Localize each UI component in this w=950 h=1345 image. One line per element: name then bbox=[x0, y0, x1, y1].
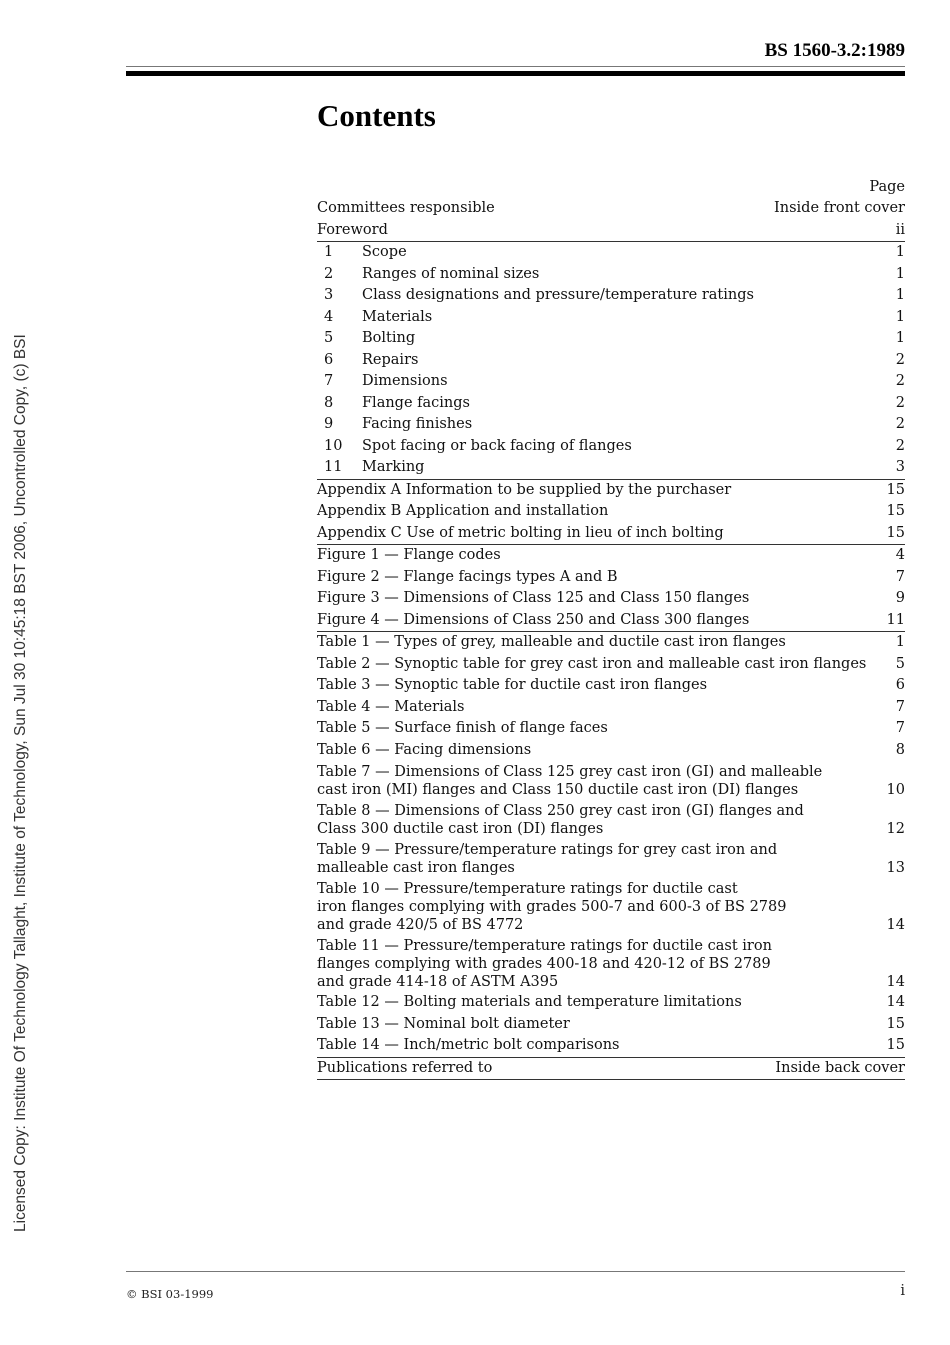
clause-number: 1 bbox=[324, 244, 334, 260]
toc-entry-table-5[interactable] bbox=[317, 718, 905, 740]
toc-entry-page: 8 bbox=[895, 741, 905, 758]
toc-entry-text: Class designations and pressure/temperature ratings bbox=[362, 287, 754, 303]
clause-number: 6 bbox=[324, 351, 334, 368]
toc-entry-table-7[interactable] bbox=[317, 761, 905, 800]
toc-entry-appendix-c[interactable] bbox=[317, 523, 905, 545]
toc-entry-text: Ranges of nominal sizes bbox=[362, 265, 540, 282]
clause-number: 7 bbox=[324, 373, 334, 389]
toc-entry-page: Inside back cover bbox=[775, 1059, 905, 1076]
toc-entry-table-6[interactable] bbox=[317, 740, 905, 762]
toc-entry-text: Figure 1 — Flange codes bbox=[317, 547, 501, 563]
toc-entry-text: Table 8 — Dimensions of Class 250 grey cast iron (GI) flanges and Class 300 ductile cast iron (DI) flanges bbox=[317, 803, 804, 837]
toc-entry-page: 1 bbox=[895, 287, 905, 303]
toc-entry-page: 9 bbox=[895, 590, 905, 606]
toc-entry-text: Table 10 — Pressure/temperature ratings for ductile cast iron flanges complying with grades 500-7 and 600-3 of BS 2789 and grade 420/5 of BS 4772 bbox=[317, 881, 787, 933]
toc-entry-text: Committees responsible bbox=[317, 200, 495, 216]
header-rule-thick bbox=[126, 71, 905, 76]
toc-entry-text: Table 1 — Types of grey, malleable and ductile cast iron flanges bbox=[317, 634, 786, 650]
toc-entry-page: 2 bbox=[895, 416, 905, 432]
toc-entry-text: Figure 4 — Dimensions of Class 250 and Class 300 flanges bbox=[317, 611, 750, 628]
toc-entry-table-2[interactable] bbox=[317, 654, 905, 676]
toc-entry-page: 15 bbox=[886, 503, 905, 519]
toc-entry-clause-10[interactable] bbox=[317, 436, 905, 458]
toc-entry-text: Facing finishes bbox=[362, 416, 473, 432]
toc-entry-table-3[interactable] bbox=[317, 675, 905, 697]
toc-entry-page: 13 bbox=[886, 860, 905, 876]
toc-entry-table-1[interactable] bbox=[317, 632, 905, 654]
toc-entry-text: Table 12 — Bolting materials and temperature limitations bbox=[317, 994, 742, 1010]
toc-entry-page: 14 bbox=[886, 994, 905, 1010]
toc-entry-clause-8[interactable] bbox=[317, 393, 905, 415]
header-rule-thin bbox=[126, 66, 905, 67]
toc-entry-text: Flange facings bbox=[362, 394, 470, 411]
toc-entry-page: 1 bbox=[895, 634, 905, 650]
toc-entry-figure-3[interactable] bbox=[317, 588, 905, 610]
toc-entry-table-9[interactable] bbox=[317, 839, 905, 878]
page-column-heading: Page bbox=[869, 179, 905, 195]
toc-entry-clause-7[interactable] bbox=[317, 371, 905, 393]
toc-entry-page: 7 bbox=[895, 698, 905, 715]
toc-entry-text: Figure 2 — Flange facings types A and B bbox=[317, 568, 618, 585]
figures-group bbox=[317, 545, 905, 632]
toc-entry-table-14[interactable] bbox=[317, 1035, 905, 1057]
toc-entry-text: Table 3 — Synoptic table for ductile cast iron flanges bbox=[317, 677, 708, 693]
toc-entry-text: Table 2 — Synoptic table for grey cast iron and malleable cast iron flanges bbox=[317, 655, 867, 672]
appendices-group bbox=[317, 480, 905, 546]
toc-entry-text: Foreword bbox=[317, 221, 388, 238]
toc-entry-clause-1[interactable] bbox=[317, 242, 905, 264]
toc-entry-appendix-b[interactable] bbox=[317, 501, 905, 523]
toc-entry-clause-6[interactable] bbox=[317, 350, 905, 372]
toc-entry-page: 2 bbox=[895, 437, 905, 454]
toc-entry-text: Table 6 — Facing dimensions bbox=[317, 741, 532, 758]
toc-entry-page: 12 bbox=[886, 821, 905, 837]
toc-entry-page: 4 bbox=[895, 547, 905, 563]
toc-entry-committees[interactable] bbox=[317, 198, 905, 220]
toc-entry-table-8[interactable] bbox=[317, 800, 905, 839]
clause-number: 9 bbox=[324, 416, 334, 432]
toc-entry-appendix-a[interactable] bbox=[317, 480, 905, 502]
clause-number: 10 bbox=[324, 437, 343, 454]
toc-entry-text: Appendix A Information to be supplied by the purchaser bbox=[317, 481, 732, 498]
toc-entry-page: Inside front cover bbox=[774, 200, 905, 216]
document-id: BS 1560-3.2:1989 bbox=[764, 40, 905, 61]
toc-entry-page: 2 bbox=[895, 394, 905, 411]
toc-entry-text: Dimensions bbox=[362, 373, 448, 389]
toc-entry-page: 1 bbox=[895, 244, 905, 260]
toc-entry-clause-3[interactable] bbox=[317, 285, 905, 307]
toc-entry-figure-1[interactable] bbox=[317, 545, 905, 567]
toc-entry-clause-4[interactable] bbox=[317, 307, 905, 329]
toc-entry-table-12[interactable] bbox=[317, 992, 905, 1014]
toc-entry-page: 7 bbox=[895, 720, 905, 736]
toc-entry-table-4[interactable] bbox=[317, 697, 905, 719]
page-title: Contents bbox=[317, 98, 436, 133]
toc-entry-page: 2 bbox=[895, 373, 905, 389]
toc-entry-table-13[interactable] bbox=[317, 1014, 905, 1036]
toc-entry-text: Materials bbox=[362, 308, 433, 325]
toc-entry-page: 3 bbox=[895, 459, 905, 475]
toc-entry-clause-11[interactable] bbox=[317, 457, 905, 479]
page-number: i bbox=[900, 1283, 905, 1299]
toc-entry-text: Table 9 — Pressure/temperature ratings for grey cast iron and malleable cast iron flanges bbox=[317, 842, 778, 876]
toc-entry-page: 6 bbox=[895, 677, 905, 693]
toc-entry-clause-5[interactable] bbox=[317, 328, 905, 350]
front-matter-group bbox=[317, 198, 905, 242]
tables-group bbox=[317, 632, 905, 1058]
toc-entry-page: 15 bbox=[886, 481, 905, 498]
clause-number: 2 bbox=[324, 265, 334, 282]
toc-entry-text: Table 5 — Surface finish of flange faces bbox=[317, 720, 608, 736]
clause-number: 8 bbox=[324, 394, 334, 411]
toc-entry-table-10[interactable] bbox=[317, 878, 905, 935]
toc-entry-page: 1 bbox=[895, 330, 905, 346]
clause-number: 11 bbox=[324, 459, 343, 475]
license-watermark: Licensed Copy: Institute Of Technology Tallaght, Institute of Technology, Sun Jul 30 10:45:18 BST 2006, Uncontrolled Copy, (c) BSI bbox=[12, 334, 29, 1232]
toc-entry-text: Table 11 — Pressure/temperature ratings for ductile cast iron flanges complying with grades 400-18 and 420-12 of BS 2789 and grade 414-18 of ASTM A395 bbox=[317, 938, 772, 990]
toc-entry-text: Bolting bbox=[362, 330, 416, 346]
toc-entry-text: Table 14 — Inch/metric bolt comparisons bbox=[317, 1037, 620, 1053]
toc-entry-text: Figure 3 — Dimensions of Class 125 and Class 150 flanges bbox=[317, 590, 750, 606]
toc-entry-text: Table 4 — Materials bbox=[317, 698, 465, 715]
toc-entry-page: 15 bbox=[886, 524, 905, 541]
back-matter-group bbox=[317, 1058, 905, 1081]
toc-entry-text: Publications referred to bbox=[317, 1059, 493, 1076]
toc-entry-page: 14 bbox=[886, 974, 905, 990]
toc-entry-text: Spot facing or back facing of flanges bbox=[362, 437, 632, 454]
toc-entry-page: ii bbox=[895, 221, 905, 238]
toc-entry-foreword[interactable] bbox=[317, 220, 905, 242]
footer-rule bbox=[126, 1271, 905, 1272]
toc-entry-page: 15 bbox=[886, 1015, 905, 1032]
toc-entry-text: Table 13 — Nominal bolt diameter bbox=[317, 1015, 570, 1032]
clause-number: 3 bbox=[324, 287, 334, 303]
clause-number: 4 bbox=[324, 308, 334, 325]
toc-entry-page: 10 bbox=[886, 782, 905, 798]
copyright-notice: © BSI 03-1999 bbox=[126, 1287, 214, 1301]
toc-entry-figure-4[interactable] bbox=[317, 610, 905, 632]
toc-entry-page: 1 bbox=[895, 308, 905, 325]
table-of-contents bbox=[317, 176, 905, 1080]
toc-entry-text: Appendix B Application and installation bbox=[317, 503, 609, 519]
toc-entry-page: 14 bbox=[886, 917, 905, 933]
toc-entry-clause-9[interactable] bbox=[317, 414, 905, 436]
toc-entry-publications[interactable] bbox=[317, 1058, 905, 1080]
toc-entry-text: Appendix C Use of metric bolting in lieu of inch bolting bbox=[317, 524, 724, 541]
toc-entry-page: 5 bbox=[895, 655, 905, 672]
clauses-group bbox=[317, 242, 905, 480]
clause-number: 5 bbox=[324, 330, 334, 346]
toc-entry-figure-2[interactable] bbox=[317, 567, 905, 589]
toc-entry-page: 2 bbox=[895, 351, 905, 368]
toc-entry-clause-2[interactable] bbox=[317, 264, 905, 286]
toc-entry-page: 1 bbox=[895, 265, 905, 282]
toc-entry-page: 15 bbox=[886, 1037, 905, 1053]
toc-entry-text: Scope bbox=[362, 244, 407, 260]
toc-entry-text: Marking bbox=[362, 459, 425, 475]
toc-entry-text: Table 7 — Dimensions of Class 125 grey cast iron (GI) and malleable cast iron (MI) flanges and Class 150 ductile cast iron (DI) flanges bbox=[317, 764, 823, 798]
toc-entry-page: 11 bbox=[886, 611, 905, 628]
toc-entry-table-11[interactable] bbox=[317, 935, 905, 992]
toc-entry-text: Repairs bbox=[362, 351, 419, 368]
toc-entry-page: 7 bbox=[895, 568, 905, 585]
